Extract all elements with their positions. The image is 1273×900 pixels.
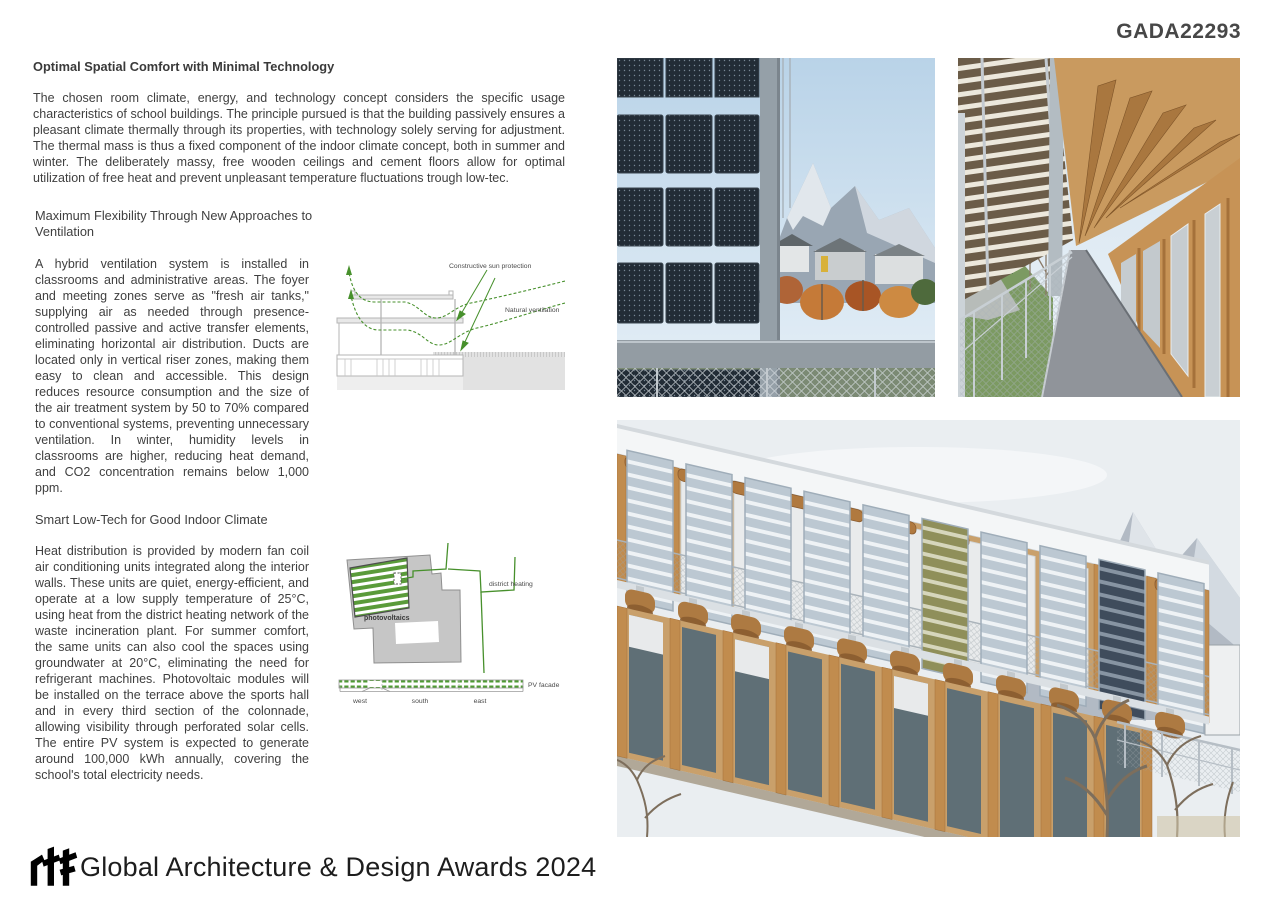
- chain-link-fence: [617, 368, 935, 397]
- pv-facade-label: PV facade: [528, 682, 560, 689]
- section-3-body: Heat distribution is provided by modern fan coil air conditioning units integrated along the interior walls. These units are quiet, energy-efficient, and operate at a low supply temperature of 25°C, using heat from the district heating network of the waste incineration plant. For summer comfort, the same units can also cool the spaces using groundwater at 20°C, eliminating the need for refrigerant machines. Photovoltaic modules will be installed on the terrace above the sports hall and in every third section of the colonnade, allowing visibility through perforated solar cells. The entire PV system is expected to generate around 100,000 kWh annually, covering the school's total electricity needs.: [35, 544, 309, 782]
- photo-facade-perspective: [617, 420, 1240, 837]
- east-label: east: [473, 698, 487, 705]
- footer-award-title: Global Architecture & Design Awards 2024: [80, 852, 597, 882]
- district-heating-label: district heating: [489, 581, 533, 588]
- heat-transfer-station: [394, 573, 401, 584]
- photovoltaics-field: [350, 558, 409, 617]
- neighbor-building: [1205, 645, 1240, 735]
- concrete-beam: [617, 340, 935, 368]
- rtf-logo-icon: [30, 844, 78, 886]
- south-label: south: [411, 698, 429, 705]
- page-title: GADA22293: [1116, 20, 1241, 43]
- pv-facade-bar: [339, 680, 523, 688]
- section-3-heading: Smart Low-Tech for Good Indoor Climate: [35, 512, 268, 527]
- section-2-body: A hybrid ventilation system is installed in classrooms and administrative areas. The foyer and meeting zones serve as "fresh air tanks," supplying air as needed through presence-controlled passive and active transfer elements, eliminating horizontal air distribution. Ducts are located only in vertical riser zones, making them easy to clean and accessible. This design reduces resource consumption and the size of the air treatment system by 50 to 70% compared to conventional systems, preventing unnecessary ventilation. In winter, humidity levels in classrooms are higher, reducing heat demand, and CO2 concentration remains below 1,000 ppm.: [35, 257, 309, 495]
- section-1-heading: Optimal Spatial Comfort with Minimal Technology: [33, 59, 335, 74]
- sun-protection-arrows: [457, 270, 495, 350]
- site-energy-diagram: [337, 540, 567, 712]
- photo-pv-panels-mountain: [617, 58, 935, 397]
- ventilation-section-diagram: [335, 248, 565, 390]
- dry-grass: [1157, 816, 1240, 837]
- foundation: [337, 376, 463, 390]
- building-section-outline: [337, 291, 463, 376]
- pv-facade-gap: [369, 681, 382, 687]
- section-2-heading: Maximum Flexibility Through New Approaches to Ventilation: [35, 208, 313, 239]
- sun-protection-label: Constructive sun protection: [449, 263, 532, 270]
- west-label: west: [353, 698, 367, 705]
- natural-ventilation-label: Natural ventilation: [505, 307, 560, 314]
- photo-colonnade-walkway: [958, 58, 1240, 397]
- section-1-body: The chosen room climate, energy, and technology concept considers the specific usage characteristics of school buildings. The principle pursued is that the building passively ensures a pleasant climate thermally through its properties, with technology solely serving for adjustment. The thermal mass is thus a fixed component of the indoor climate concept, both in summer and winter. The deliberately massy, free wooden ceilings and cement floors allow for optimal utilization of free heat and prevent unpleasant temperature fluctuations trough low-tec.: [33, 91, 565, 185]
- photovoltaics-label: photovoltaics: [364, 615, 410, 622]
- courtyard: [395, 621, 439, 644]
